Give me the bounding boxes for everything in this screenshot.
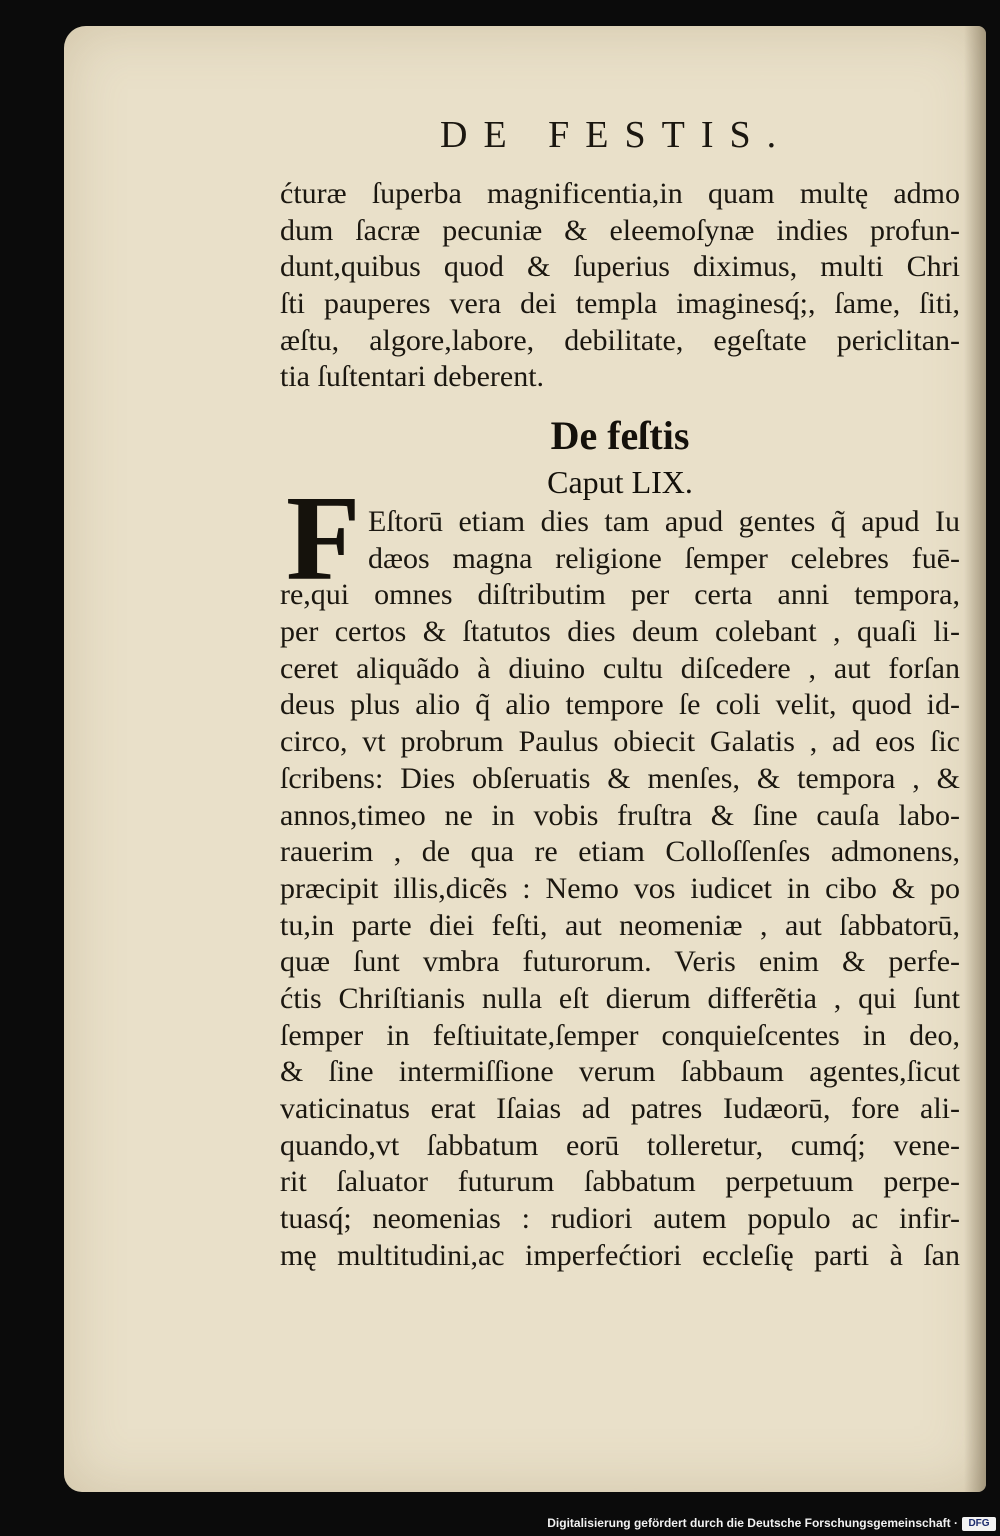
text-line: ſti pauperes vera dei templa imaginesq́;, ſame, ſiti,	[280, 287, 960, 321]
text-line: dæos magna religione ſemper celebres fuē-	[368, 541, 960, 575]
text-line: Eſtorū etiam dies tam apud gentes q̃ apud Iu	[368, 505, 960, 538]
text-line: tuasq́; neomenias : rudiori autem populo ac infir-	[280, 1202, 960, 1236]
text-line: rauerim , de qua re etiam Colloſſenſes admonens,	[280, 835, 960, 869]
text-line: tu,in parte diei feſti, aut neomeniæ , aut ſabbatorū,	[280, 908, 960, 942]
text-line: deus plus alio q̃ alio tempore ſe coli velit, quod id-	[280, 688, 960, 722]
text-line: mę multitudini,ac imperfećtiori eccleſię parti à ſan	[280, 1238, 960, 1272]
chapter-body	[280, 504, 960, 1274]
text-line: re,qui omnes diſtributim per certa anni tempora,	[280, 578, 960, 612]
text-line: ſcribens: Dies obſeruatis & menſes, & tempora , &	[280, 761, 960, 795]
text-line: per certos & ſtatutos dies deum colebant , quaſi li-	[280, 615, 960, 649]
drop-cap-initial: F	[286, 471, 361, 606]
running-head: DE FESTIS.	[440, 114, 793, 156]
text-line: vaticinatus erat Iſaias ad patres Iudæorū, fore ali-	[280, 1092, 960, 1125]
text-line: ćtis Chriſtianis nulla eſt dierum differẽtia , qui ſunt	[280, 981, 960, 1015]
page-edge-shadow	[964, 26, 986, 1492]
text-line: æſtu, algore,labore, debilitate, egeſtate periclitan-	[280, 323, 960, 357]
text-line: annos,timeo ne in vobis fruſtra & ſine cauſa labo-	[280, 798, 960, 832]
digitization-credit: Digitalisierung gefördert durch die Deutsche Forschungsgemeinschaft ·	[547, 1516, 958, 1530]
text-line: quando,vt ſabbatum eorū tolleretur, cumq́; vene-	[280, 1128, 960, 1162]
chapter-title: De feſtis	[550, 413, 690, 458]
text-line: rit ſaluator futurum ſabbatum perpetuum perpe-	[280, 1165, 960, 1199]
text-line: tia ſuſtentari deberent.	[280, 360, 545, 394]
text-line: dunt,quibus quod & ſuperius diximus, multi Chri	[280, 250, 960, 284]
text-line: dum ſacræ pecuniæ & eleemoſynæ indies profun-	[280, 213, 960, 247]
text-line: præcipit illis,dicẽs : Nemo vos iudicet in cibo & po	[280, 871, 960, 905]
dfg-logo: DFG	[962, 1517, 996, 1531]
text-line: quæ ſunt vmbra futurorum. Veris enim & perfe-	[280, 945, 960, 979]
chapter-number: Caput LIX.	[547, 464, 693, 500]
text-line: & ſine intermiſſione verum ſabbaum agentes,ſicut	[280, 1055, 960, 1089]
text-line: circo, vt probrum Paulus obiecit Galatis , ad eos ſic	[280, 725, 960, 759]
continued-paragraph	[280, 176, 960, 396]
text-line: ćturæ ſuperba magnificentia,in quam multę admo	[280, 177, 960, 210]
text-line: ſemper in feſtiuitate,ſemper conquieſcentes in deo,	[280, 1018, 960, 1052]
text-line: ceret aliquãdo à diuino cultu diſcedere , aut forſan	[280, 651, 960, 685]
